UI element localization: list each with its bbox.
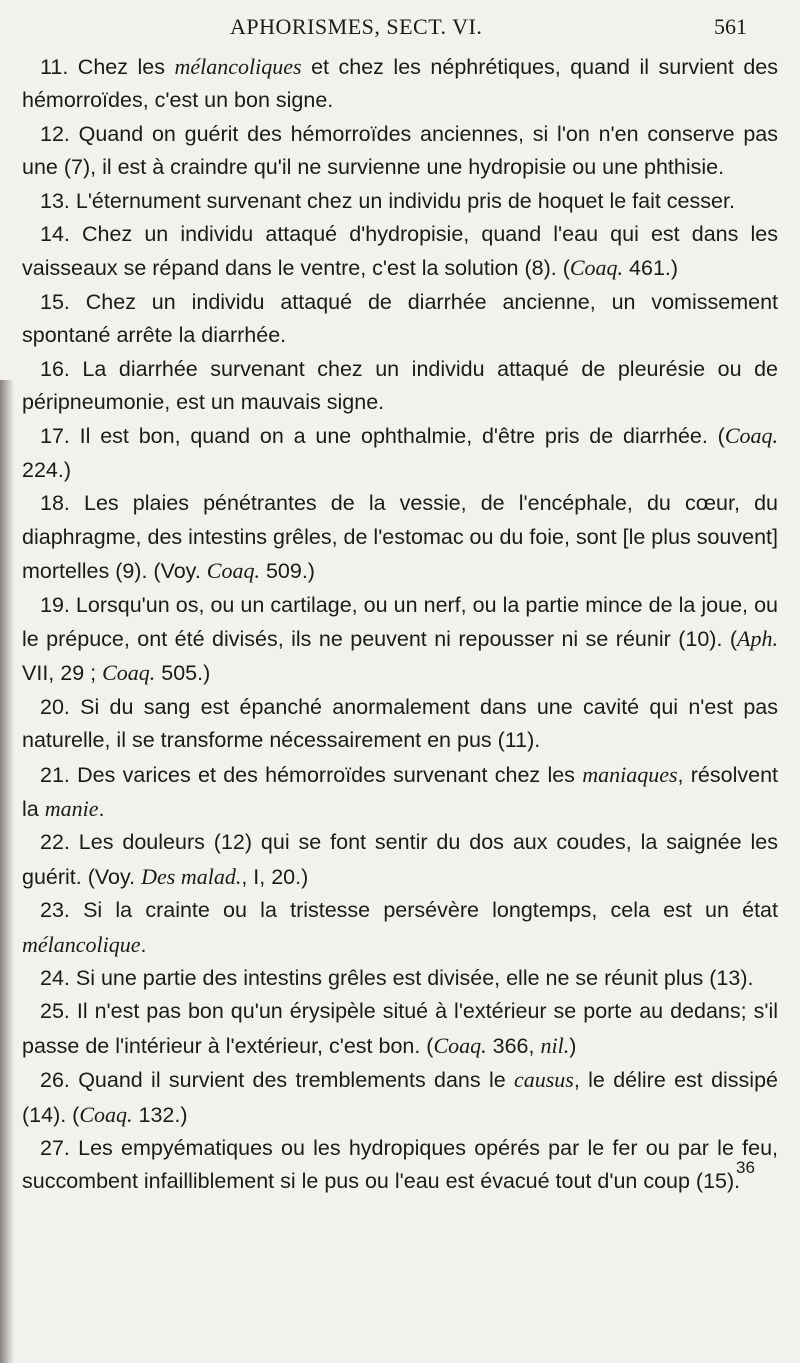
- aphorism-paragraph: 23. Si la crainte ou la tristesse persévère longtemps, cela est un état mélancolique.: [22, 898, 778, 957]
- page-number: 561: [714, 14, 747, 39]
- aphorism-paragraph: 13. L'éternument survenant chez un individu pris de hoquet le fait cesser.: [40, 188, 735, 213]
- aphorism-paragraph: 17. Il est bon, quand on a une ophthalmie, d'être pris de diarrhée. (Coaq. 224.): [22, 423, 778, 482]
- aphorism-paragraph: 16. La diarrhée survenant chez un individu attaqué de pleurésie ou de péripneumonie, est un mauvais signe.: [22, 356, 778, 415]
- aphorism-paragraph: 20. Si du sang est épanché anormalement dans une cavité qui n'est pas naturelle, il se transforme nécessairement en pus (11).: [22, 694, 778, 753]
- aphorism-paragraph: 14. Chez un individu attaqué d'hydropisie, quand l'eau qui est dans les vaisseaux se répand dans le ventre, c'est la solution (8). (Coaq. 461.): [22, 222, 778, 281]
- aphorism-paragraph: 25. Il n'est pas bon qu'un érysipèle situé à l'extérieur se porte au dedans; s'il passe de l'intérieur à l'extérieur, c'est bon. (Coaq. 366, nil.): [22, 999, 778, 1058]
- aphorism-paragraph: 19. Lorsqu'un os, ou un cartilage, ou un nerf, ou la partie mince de la joue, ou le prépuce, ont été divisés, ils ne peuvent ni repousser ni se réunir (10). (Aph. VII, 29 ; Coaq. 505.): [22, 592, 778, 686]
- aphorism-paragraph: 11. Chez les mélancoliques et chez les néphrétiques, quand il survient des hémorroïdes, c'est un bon signe.: [22, 54, 778, 113]
- page-header: [0, 6, 800, 46]
- signature-mark: 36: [736, 1158, 755, 1177]
- binding-edge-shadow: [0, 380, 14, 1363]
- aphorism-paragraph: 22. Les douleurs (12) qui se font sentir du dos aux coudes, la saignée les guérit. (Voy. Des malad., I, 20.): [22, 830, 778, 889]
- aphorism-paragraph: 12. Quand on guérit des hémorroïdes anciennes, si l'on n'en conserve pas une (7), il est à craindre qu'il ne survienne une hydropisie ou une phthisie.: [22, 121, 778, 180]
- aphorism-paragraph: 26. Quand il survient des tremblements dans le causus, le délire est dissipé (14). (Coaq. 132.): [22, 1067, 778, 1127]
- aphorism-paragraph: 27. Les empyématiques ou les hydropiques opérés par le fer ou par le feu, succombent infailliblement si le pus ou l'eau est évacué tout d'un coup (15).: [22, 1136, 778, 1194]
- aphorism-text-block: [22, 50, 778, 1199]
- aphorism-paragraph: 21. Des varices et des hémorroïdes survenant chez les maniaques, résolvent la manie.: [22, 761, 779, 821]
- aphorism-paragraph: 18. Les plaies pénétrantes de la vessie, de l'encéphale, du cœur, du diaphragme, des intestins grêles, de l'estomac ou du foie, sont [le plus souvent] mortelles (9). (Voy. Coaq. 509.): [22, 491, 778, 584]
- running-head: APHORISMES, SECT. VI.: [230, 14, 483, 39]
- aphorism-paragraph: 24. Si une partie des intestins grêles est divisée, elle ne se réunit plus (13).: [40, 965, 754, 990]
- aphorism-paragraph: 15. Chez un individu attaqué de diarrhée ancienne, un vomissement spontané arrête la diarrhée.: [22, 289, 778, 348]
